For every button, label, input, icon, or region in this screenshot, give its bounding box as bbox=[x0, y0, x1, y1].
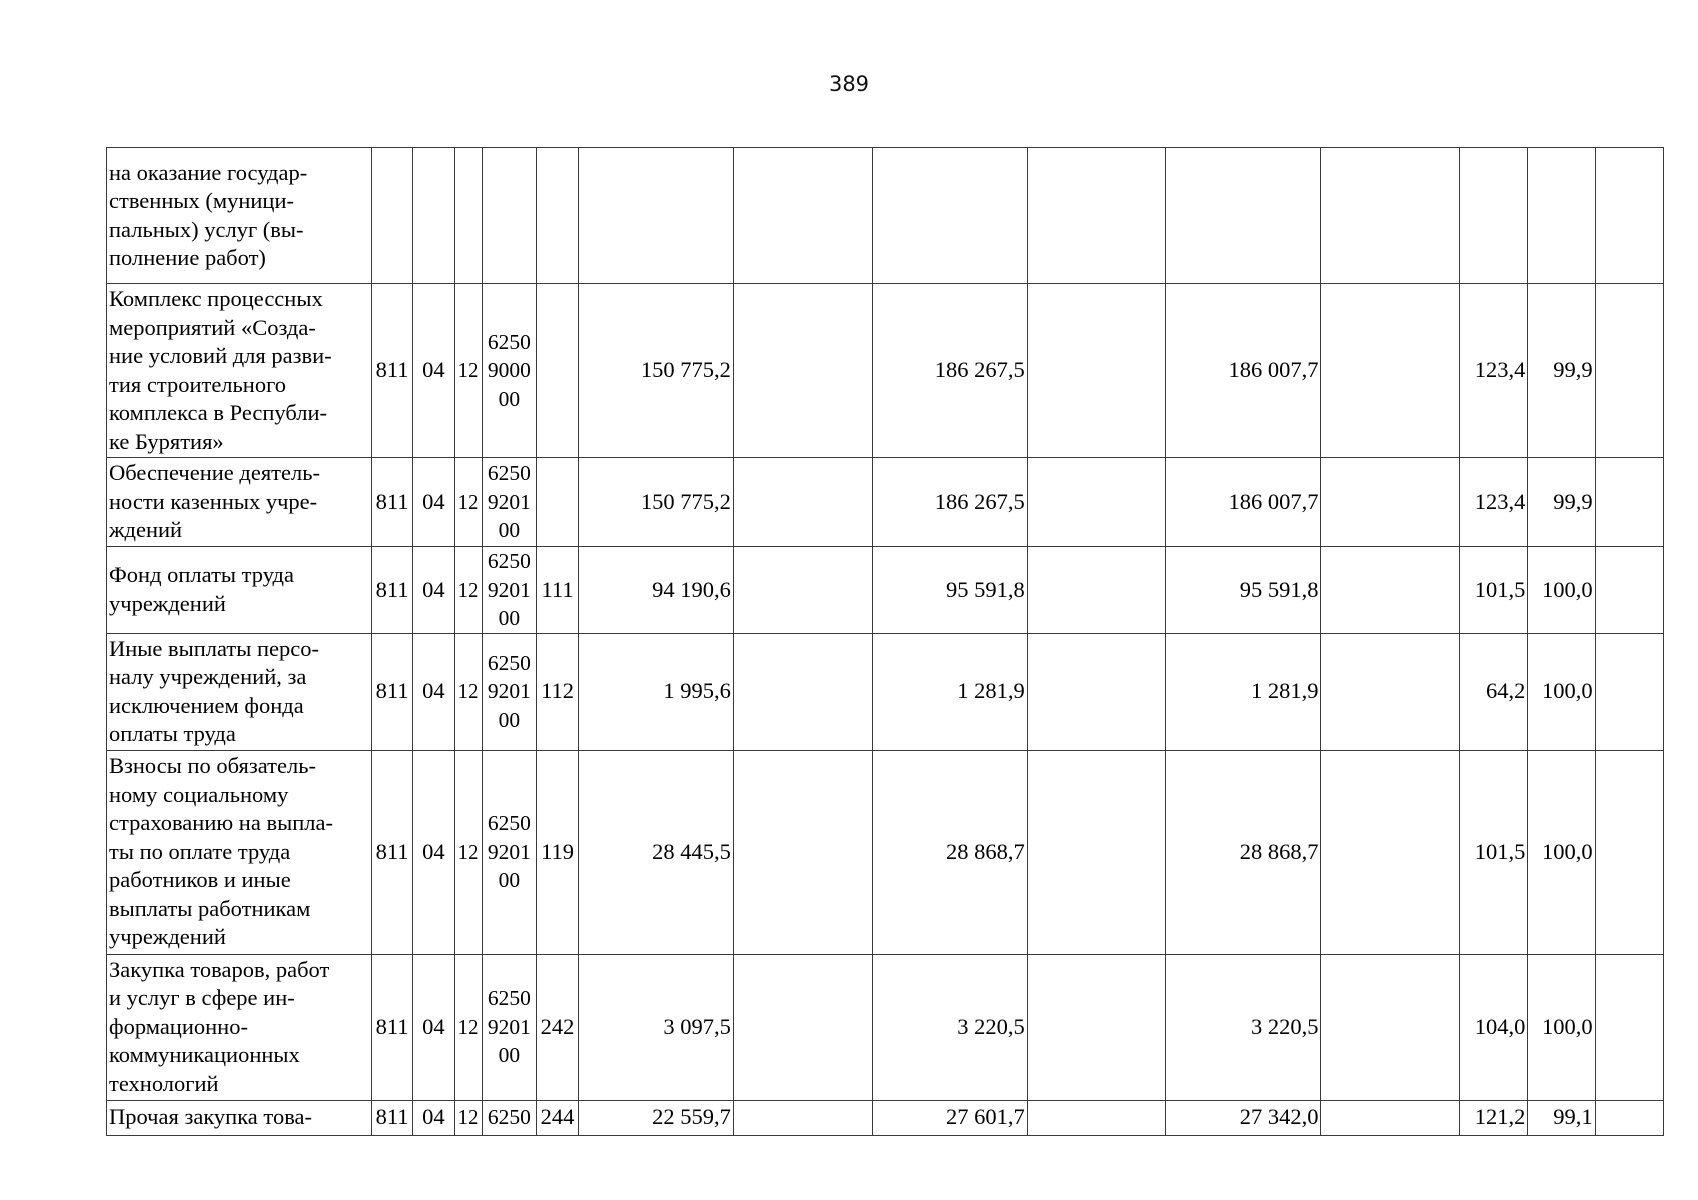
percent-cell-1: 104,0 bbox=[1460, 954, 1528, 1100]
value-cell-3: 186 007,7 bbox=[1166, 284, 1321, 458]
percent-cell-2: 99,9 bbox=[1528, 284, 1595, 458]
value-cell-1: 22 559,7 bbox=[578, 1100, 733, 1135]
empty-cell bbox=[733, 1100, 872, 1135]
expense-type-cell bbox=[537, 148, 578, 284]
value-cell-1: 94 190,6 bbox=[578, 547, 733, 634]
empty-cell bbox=[733, 458, 872, 547]
ved-code-cell: 811 bbox=[371, 750, 412, 954]
subsection-code-cell: 12 bbox=[454, 750, 482, 954]
ved-code-cell: 811 bbox=[371, 1100, 412, 1135]
value-cell-2: 27 601,7 bbox=[872, 1100, 1027, 1135]
expense-type-cell bbox=[537, 458, 578, 547]
empty-cell bbox=[733, 633, 872, 750]
section-code-cell: 04 bbox=[413, 750, 454, 954]
empty-cell bbox=[1027, 954, 1166, 1100]
value-cell-1: 28 445,5 bbox=[578, 750, 733, 954]
expense-type-cell bbox=[537, 284, 578, 458]
empty-cell bbox=[1595, 1100, 1663, 1135]
target-article-cell bbox=[482, 148, 537, 284]
empty-cell bbox=[1595, 284, 1663, 458]
row-name-cell: Фонд оплаты труда учреждений bbox=[107, 547, 372, 634]
percent-cell-1: 123,4 bbox=[1460, 284, 1528, 458]
row-name-cell: Комплекс процессных мероприятий «Созда- ние условий для разви- тия строительного комплекса в Республи- ке Бурятия» bbox=[107, 284, 372, 458]
empty-cell bbox=[733, 148, 872, 284]
empty-cell bbox=[733, 954, 872, 1100]
empty-cell bbox=[1321, 148, 1460, 284]
empty-cell bbox=[1321, 458, 1460, 547]
percent-cell-1: 101,5 bbox=[1460, 750, 1528, 954]
empty-cell bbox=[1595, 458, 1663, 547]
ved-code-cell: 811 bbox=[371, 284, 412, 458]
section-code-cell: 04 bbox=[413, 547, 454, 634]
subsection-code-cell bbox=[454, 148, 482, 284]
section-code-cell: 04 bbox=[413, 458, 454, 547]
percent-cell-2: 100,0 bbox=[1528, 750, 1595, 954]
page-number: 389 bbox=[828, 72, 870, 96]
section-code-cell: 04 bbox=[413, 1100, 454, 1135]
percent-cell-2: 100,0 bbox=[1528, 547, 1595, 634]
empty-cell bbox=[1027, 1100, 1166, 1135]
row-name-cell: Закупка товаров, работ и услуг в сфере ин- формационно- коммуникационных технологий bbox=[107, 954, 372, 1100]
percent-cell-1: 64,2 bbox=[1460, 633, 1528, 750]
table-body bbox=[107, 148, 1664, 1136]
value-cell-2: 186 267,5 bbox=[872, 284, 1027, 458]
value-cell-1: 150 775,2 bbox=[578, 458, 733, 547]
subsection-code-cell: 12 bbox=[454, 458, 482, 547]
value-cell-3: 95 591,8 bbox=[1166, 547, 1321, 634]
percent-cell-1: 123,4 bbox=[1460, 458, 1528, 547]
value-cell-2 bbox=[872, 148, 1027, 284]
row-name-cell: на оказание государ- ственных (муници- пальных) услуг (вы- полнение работ) bbox=[107, 148, 372, 284]
value-cell-2: 3 220,5 bbox=[872, 954, 1027, 1100]
section-code-cell: 04 bbox=[413, 954, 454, 1100]
subsection-code-cell: 12 bbox=[454, 547, 482, 634]
empty-cell bbox=[1595, 633, 1663, 750]
table-row bbox=[107, 633, 1664, 750]
percent-cell-2 bbox=[1528, 148, 1595, 284]
empty-cell bbox=[1321, 284, 1460, 458]
value-cell-1: 3 097,5 bbox=[578, 954, 733, 1100]
expense-type-cell: 244 bbox=[537, 1100, 578, 1135]
value-cell-2: 95 591,8 bbox=[872, 547, 1027, 634]
empty-cell bbox=[733, 547, 872, 634]
empty-cell bbox=[733, 750, 872, 954]
value-cell-3: 186 007,7 bbox=[1166, 458, 1321, 547]
section-code-cell: 04 bbox=[413, 284, 454, 458]
empty-cell bbox=[1595, 148, 1663, 284]
target-article-cell: 6250 9000 00 bbox=[482, 284, 537, 458]
value-cell-3: 28 868,7 bbox=[1166, 750, 1321, 954]
percent-cell-2: 99,1 bbox=[1528, 1100, 1595, 1135]
row-name-cell: Взносы по обязатель- ному социальному страхованию на выпла- ты по оплате труда работников и иные выплаты работникам учреждений bbox=[107, 750, 372, 954]
value-cell-2: 28 868,7 bbox=[872, 750, 1027, 954]
target-article-cell: 6250 9201 00 bbox=[482, 954, 537, 1100]
target-article-cell: 6250 9201 00 bbox=[482, 547, 537, 634]
ved-code-cell: 811 bbox=[371, 547, 412, 634]
subsection-code-cell: 12 bbox=[454, 1100, 482, 1135]
subsection-code-cell: 12 bbox=[454, 284, 482, 458]
empty-cell bbox=[1027, 458, 1166, 547]
value-cell-3: 3 220,5 bbox=[1166, 954, 1321, 1100]
table-row bbox=[107, 547, 1664, 634]
empty-cell bbox=[733, 284, 872, 458]
empty-cell bbox=[1027, 547, 1166, 634]
empty-cell bbox=[1321, 547, 1460, 634]
ved-code-cell: 811 bbox=[371, 633, 412, 750]
target-article-cell: 6250 bbox=[482, 1100, 537, 1135]
empty-cell bbox=[1027, 148, 1166, 284]
empty-cell bbox=[1321, 750, 1460, 954]
row-name-cell: Прочая закупка това- bbox=[107, 1100, 372, 1135]
budget-table bbox=[106, 147, 1664, 1136]
percent-cell-2: 100,0 bbox=[1528, 954, 1595, 1100]
row-name-cell: Обеспечение деятель- ности казенных учре- ждений bbox=[107, 458, 372, 547]
table-row bbox=[107, 954, 1664, 1100]
empty-cell bbox=[1321, 954, 1460, 1100]
expense-type-cell: 119 bbox=[537, 750, 578, 954]
empty-cell bbox=[1027, 633, 1166, 750]
value-cell-3: 27 342,0 bbox=[1166, 1100, 1321, 1135]
value-cell-1: 1 995,6 bbox=[578, 633, 733, 750]
empty-cell bbox=[1595, 954, 1663, 1100]
value-cell-3: 1 281,9 bbox=[1166, 633, 1321, 750]
target-article-cell: 6250 9201 00 bbox=[482, 750, 537, 954]
percent-cell-1: 121,2 bbox=[1460, 1100, 1528, 1135]
value-cell-1: 150 775,2 bbox=[578, 284, 733, 458]
empty-cell bbox=[1321, 1100, 1460, 1135]
percent-cell-2: 100,0 bbox=[1528, 633, 1595, 750]
subsection-code-cell: 12 bbox=[454, 633, 482, 750]
empty-cell bbox=[1595, 750, 1663, 954]
expense-type-cell: 242 bbox=[537, 954, 578, 1100]
table-row bbox=[107, 284, 1664, 458]
value-cell-3 bbox=[1166, 148, 1321, 284]
expense-type-cell: 112 bbox=[537, 633, 578, 750]
ved-code-cell: 811 bbox=[371, 954, 412, 1100]
expense-type-cell: 111 bbox=[537, 547, 578, 634]
target-article-cell: 6250 9201 00 bbox=[482, 633, 537, 750]
table-row bbox=[107, 458, 1664, 547]
subsection-code-cell: 12 bbox=[454, 954, 482, 1100]
table-row bbox=[107, 148, 1664, 284]
empty-cell bbox=[1027, 284, 1166, 458]
empty-cell bbox=[1027, 750, 1166, 954]
percent-cell-2: 99,9 bbox=[1528, 458, 1595, 547]
ved-code-cell: 811 bbox=[371, 458, 412, 547]
ved-code-cell bbox=[371, 148, 412, 284]
value-cell-2: 186 267,5 bbox=[872, 458, 1027, 547]
section-code-cell bbox=[413, 148, 454, 284]
target-article-cell: 6250 9201 00 bbox=[482, 458, 537, 547]
empty-cell bbox=[1595, 547, 1663, 634]
empty-cell bbox=[1321, 633, 1460, 750]
table-row bbox=[107, 1100, 1664, 1135]
value-cell-1 bbox=[578, 148, 733, 284]
table-row bbox=[107, 750, 1664, 954]
percent-cell-1: 101,5 bbox=[1460, 547, 1528, 634]
value-cell-2: 1 281,9 bbox=[872, 633, 1027, 750]
section-code-cell: 04 bbox=[413, 633, 454, 750]
row-name-cell: Иные выплаты персо- налу учреждений, за исключением фонда оплаты труда bbox=[107, 633, 372, 750]
percent-cell-1 bbox=[1460, 148, 1528, 284]
